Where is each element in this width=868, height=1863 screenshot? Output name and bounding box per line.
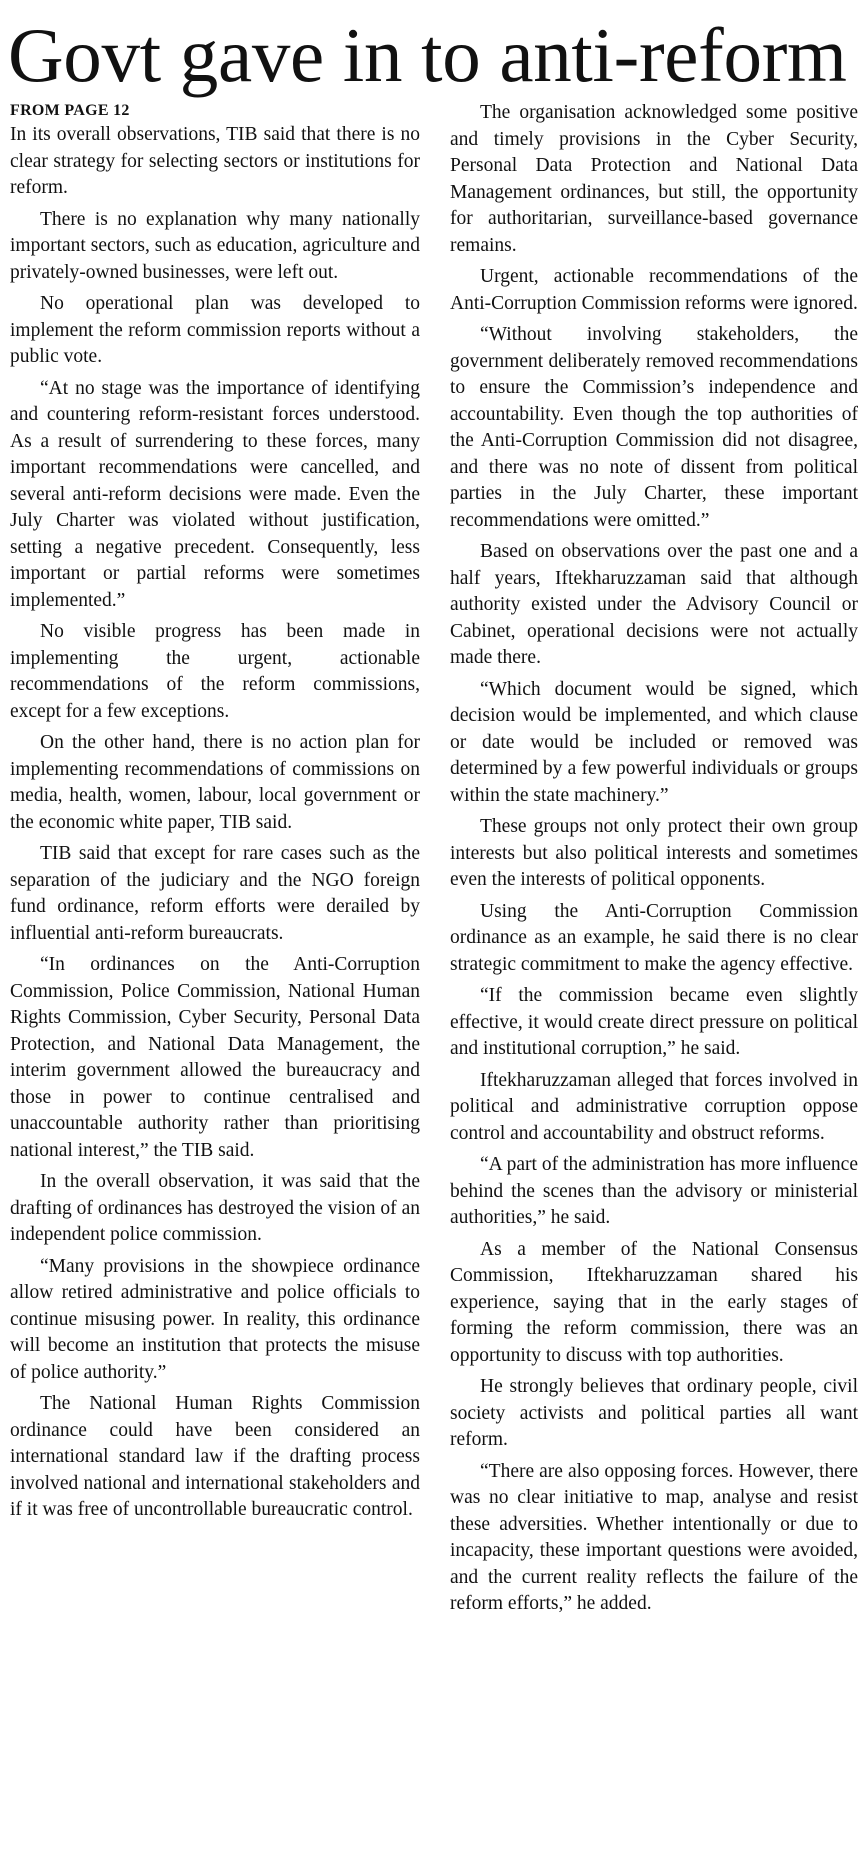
paragraph: Urgent, actionable recommendations of the Anti-Corruption Commission reforms were ignored. [450, 266, 858, 314]
paragraph: On the other hand, there is no action plan for implementing recommendations of commissions on media, health, women, labour, local government or the economic white paper, TIB said. [10, 732, 420, 833]
paragraph: In its overall observations, TIB said that there is no clear strategy for selecting sectors or institutions for reform. [10, 124, 420, 198]
paragraph: “There are also opposing forces. However, there was no clear initiative to map, analyse and resist these adversities. Whether intentionally or due to incapacity, these important questions were avoided, and the current reality reflects the failure of the reform efforts,” he added. [450, 1460, 858, 1614]
paragraph: He strongly believes that ordinary people, civil society activists and political parties all want reform. [450, 1376, 858, 1450]
headline: Govt gave in to anti-reform [8, 12, 847, 98]
jump-line: FROM PAGE 12 [10, 102, 130, 119]
paragraph: The organisation acknowledged some positive and timely provisions in the Cyber Security, Personal Data Protection and National Data Management ordinances, but still, the opportunity for authoritarian, surveillance-based governance remains. [450, 102, 858, 256]
paragraph: TIB said that except for rare cases such as the separation of the judiciary and the NGO foreign fund ordinance, reform efforts were derailed by influential anti-reform bureaucrats. [10, 843, 420, 944]
paragraph: There is no explanation why many nationally important sectors, such as education, agriculture and privately-owned businesses, were left out. [10, 208, 420, 283]
paragraph: “Many provisions in the showpiece ordinance allow retired administrative and police officials to continue misusing power. In reality, this ordinance will become an institution that protects the misuse of police authority.” [10, 1255, 420, 1383]
paragraph: “In ordinances on the Anti-Corruption Commission, Police Commission, National Human Rights Commission, Cyber Security, Personal Data Protection, and National Data Management, the interim government allowed the bureaucracy and those in power to continue centralised and unaccountable authority rather than prioritising national interest,” the TIB said. [10, 954, 420, 1161]
paragraph: Based on observations over the past one and a half years, Iftekharuzzaman said that although authority existed under the Advisory Council or Cabinet, operational decisions were not actually made there. [450, 541, 858, 668]
article-body [10, 100, 858, 1860]
paragraph: “Without involving stakeholders, the government deliberately removed recommendations to ensure the Commission’s independence and accountability. Even though the top authorities of the Anti-Corruption Commission did not disagree, and there was no note of dissent from political parties in the July Charter, these important recommendations were omitted.” [450, 324, 858, 531]
paragraph: No operational plan was developed to implement the reform commission reports without a public vote. [10, 293, 420, 367]
paragraph: The National Human Rights Commission ordinance could have been considered an international standard law if the drafting process involved national and international stakeholders and if it was free of uncontrollable bureaucratic control. [10, 1393, 420, 1520]
paragraph: Iftekharuzzaman alleged that forces involved in political and administrative corruption oppose control and accountability and obstruct reforms. [450, 1069, 858, 1144]
paragraph: “If the commission became even slightly effective, it would create direct pressure on political and institutional corruption,” he said. [450, 985, 858, 1059]
paragraph: “A part of the administration has more influence behind the scenes than the advisory or ministerial authorities,” he said. [450, 1154, 858, 1228]
paragraph: No visible progress has been made in implementing the urgent, actionable recommendations of the reform commissions, except for a few exceptions. [10, 621, 420, 722]
paragraph: “At no stage was the importance of identifying and countering reform-resistant forces understood. As a result of surrendering to these forces, many important recommendations were cancelled, and several anti-reform decisions were made. Even the July Charter was violated without justification, setting a negative precedent. Consequently, less important or partial reforms were sometimes implemented.” [10, 377, 420, 611]
left-column [10, 100, 420, 1529]
paragraph: In the overall observation, it was said that the drafting of ordinances has destroyed the vision of an independent police commission. [10, 1171, 420, 1245]
paragraph: Using the Anti-Corruption Commission ordinance as an example, he said there is no clear strategic commitment to make the agency effective. [450, 900, 858, 975]
paragraph: These groups not only protect their own group interests but also political interests and sometimes even the interests of political opponents. [450, 816, 858, 890]
right-column [450, 100, 858, 1623]
paragraph: “Which document would be signed, which decision would be implemented, and which clause or date would be included or removed was determined by a few powerful individuals or groups within the state machinery.” [450, 678, 858, 806]
paragraph: As a member of the National Consensus Commission, Iftekharuzzaman shared his experience, saying that in the early stages of forming the reform commission, there was an opportunity to discuss with top authorities. [450, 1238, 858, 1366]
